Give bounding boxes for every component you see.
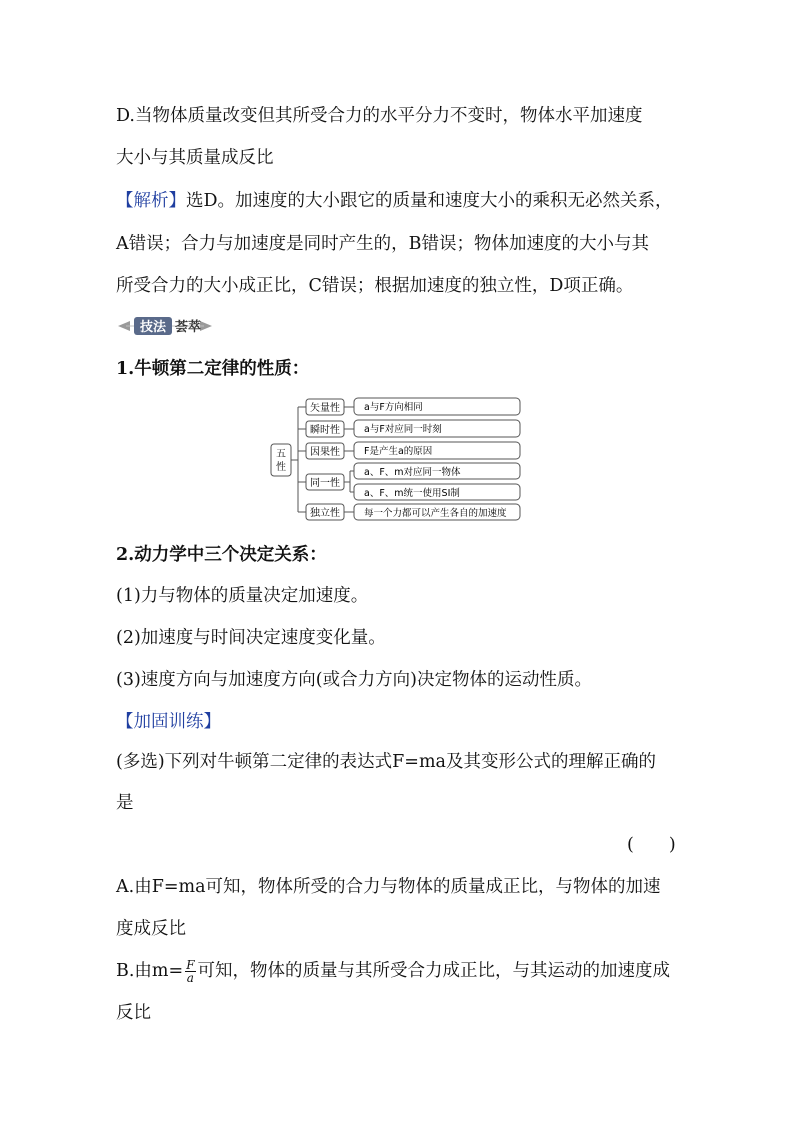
tips-tag (116, 316, 214, 336)
branch-label: 瞬时性 (310, 425, 340, 436)
branch-item: a、F、m统一使用SI制 (364, 488, 460, 499)
branch-label: 矢量性 (310, 403, 340, 414)
practice-label: 【加固训练】 (116, 712, 221, 732)
option-a-line2: 度成反比 (116, 919, 186, 939)
properties-diagram (268, 394, 526, 524)
branch-item: a、F、m对应同一物体 (364, 467, 461, 478)
tag-text2: 荟萃 (174, 320, 202, 335)
question-line2: 是 (116, 793, 134, 813)
analysis-line1 (116, 189, 673, 213)
option-b-prefix: B.由m= (116, 961, 184, 981)
option-d-line1: D.当物体质量改变但其所受合力的水平分力不变时，物体水平加速度 (116, 106, 643, 126)
option-b-fraction (185, 959, 195, 984)
branch-item: F是产生a的原因 (364, 446, 433, 457)
branch-label: 同一性 (310, 478, 340, 489)
analysis-text1: 选D。加速度的大小跟它的质量和速度大小的乘积无必然关系， (186, 191, 673, 211)
fraction-numerator: F (186, 958, 195, 972)
branch-label: 独立性 (310, 508, 340, 519)
fraction-denominator: a (186, 971, 194, 985)
option-b-line1 (116, 959, 670, 984)
branch-label: 因果性 (310, 447, 340, 458)
analysis-line2: A错误；合力与加速度是同时产生的，B错误；物体加速度的大小与其 (116, 234, 649, 254)
option-b-suffix: 可知，物体的质量与其所受合力成正比，与其运动的加速度成 (197, 961, 671, 981)
analysis-line3: 所受合力的大小成正比，C错误；根据加速度的独立性，D项正确。 (116, 276, 634, 296)
branch-item: 每一个力都可以产生各自的加速度 (364, 508, 507, 519)
section2-item-3: (3)速度方向与加速度方向(或合力方向)决定物体的运动性质。 (116, 670, 592, 690)
branch-item: a与F方向相同 (364, 402, 423, 413)
question-line1: (多选)下列对牛顿第二定律的表达式F=ma及其变形公式的理解正确的 (116, 752, 656, 772)
answer-blank: ( ) (627, 835, 676, 855)
diagram-root-char1: 五 (276, 449, 286, 460)
section1-title: 1.牛顿第二定律的性质： (116, 359, 310, 379)
section2-item-2: (2)加速度与时间决定速度变化量。 (116, 628, 386, 648)
branch-item: a与F对应同一时刻 (364, 424, 442, 435)
option-a-line1: A.由F=ma可知，物体所受的合力与物体的质量成正比，与物体的加速 (116, 877, 661, 897)
tag-text1: 技法 (139, 320, 167, 335)
section2-item-1: (1)力与物体的质量决定加速度。 (116, 586, 369, 606)
option-b-line2: 反比 (116, 1003, 151, 1023)
option-d-line2: 大小与其质量成反比 (116, 148, 274, 168)
diagram-root-char2: 性 (276, 462, 286, 473)
section2-title: 2.动力学中三个决定关系： (116, 545, 327, 565)
analysis-label: 【解析】 (116, 191, 186, 211)
